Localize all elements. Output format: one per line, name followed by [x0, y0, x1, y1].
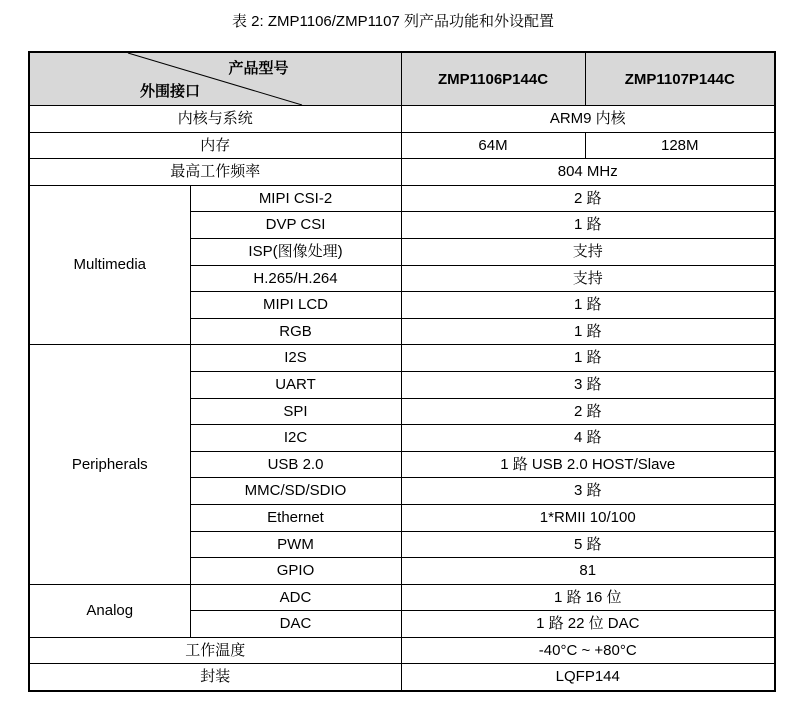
- table-row: [29, 664, 775, 691]
- item-label: H.265/H.264: [190, 265, 401, 292]
- item-value: 1 路: [401, 292, 775, 319]
- item-label: UART: [190, 371, 401, 398]
- item-value: 81: [401, 558, 775, 585]
- row-value: LQFP144: [401, 664, 775, 691]
- item-label: MIPI LCD: [190, 292, 401, 319]
- item-value: 1*RMII 10/100: [401, 504, 775, 531]
- row-value: 64M: [401, 132, 585, 159]
- table-row: [29, 584, 775, 611]
- header-product-model: 产品型号: [228, 60, 289, 77]
- group-label-analog: Analog: [29, 584, 190, 637]
- table-row: [29, 159, 775, 186]
- item-value: 5 路: [401, 531, 775, 558]
- item-label: I2S: [190, 345, 401, 372]
- item-value: 4 路: [401, 425, 775, 452]
- row-label: 内核与系统: [29, 106, 401, 133]
- item-value: 1 路: [401, 345, 775, 372]
- header-model-2: ZMP1107P144C: [585, 52, 775, 106]
- feature-table: [28, 51, 776, 692]
- header-row: [29, 52, 775, 106]
- item-value: 1 路 16 位: [401, 584, 775, 611]
- table-caption: 表 2: ZMP1106/ZMP1107 列产品功能和外设配置: [231, 13, 555, 30]
- diagonal-line: [30, 53, 402, 105]
- item-label: I2C: [190, 425, 401, 452]
- item-value: 支持: [401, 265, 775, 292]
- row-label: 封装: [29, 664, 401, 691]
- item-value: 3 路: [401, 478, 775, 505]
- item-label: ISP(图像处理): [190, 238, 401, 265]
- item-value: 1 路: [401, 212, 775, 239]
- header-peripheral-interface: 外围接口: [140, 83, 201, 100]
- row-value: 804 MHz: [401, 159, 775, 186]
- item-label: USB 2.0: [190, 451, 401, 478]
- item-value: 3 路: [401, 371, 775, 398]
- item-value: 1 路: [401, 318, 775, 345]
- item-value: 2 路: [401, 185, 775, 212]
- item-label: DAC: [190, 611, 401, 638]
- row-label: 内存: [29, 132, 401, 159]
- group-label-multimedia: Multimedia: [29, 185, 190, 345]
- row-label: 最高工作频率: [29, 159, 401, 186]
- item-value: 1 路 USB 2.0 HOST/Slave: [401, 451, 775, 478]
- item-label: MIPI CSI-2: [190, 185, 401, 212]
- table-row: [29, 132, 775, 159]
- item-value: 支持: [401, 238, 775, 265]
- table-row: [29, 345, 775, 372]
- diagonal-header-cell: [29, 52, 401, 106]
- item-label: PWM: [190, 531, 401, 558]
- header-model-1: ZMP1106P144C: [401, 52, 585, 106]
- item-label: MMC/SD/SDIO: [190, 478, 401, 505]
- item-label: RGB: [190, 318, 401, 345]
- row-value: -40°C ~ +80°C: [401, 637, 775, 664]
- item-value: 2 路: [401, 398, 775, 425]
- group-label-peripherals: Peripherals: [29, 345, 190, 584]
- item-label: SPI: [190, 398, 401, 425]
- item-label: GPIO: [190, 558, 401, 585]
- table-row: [29, 106, 775, 133]
- row-label: 工作温度: [29, 637, 401, 664]
- item-value: 1 路 22 位 DAC: [401, 611, 775, 638]
- item-label: Ethernet: [190, 504, 401, 531]
- table-row: [29, 185, 775, 212]
- row-value: 128M: [585, 132, 775, 159]
- item-label: DVP CSI: [190, 212, 401, 239]
- row-value: ARM9 内核: [401, 106, 775, 133]
- item-label: ADC: [190, 584, 401, 611]
- table-row: [29, 637, 775, 664]
